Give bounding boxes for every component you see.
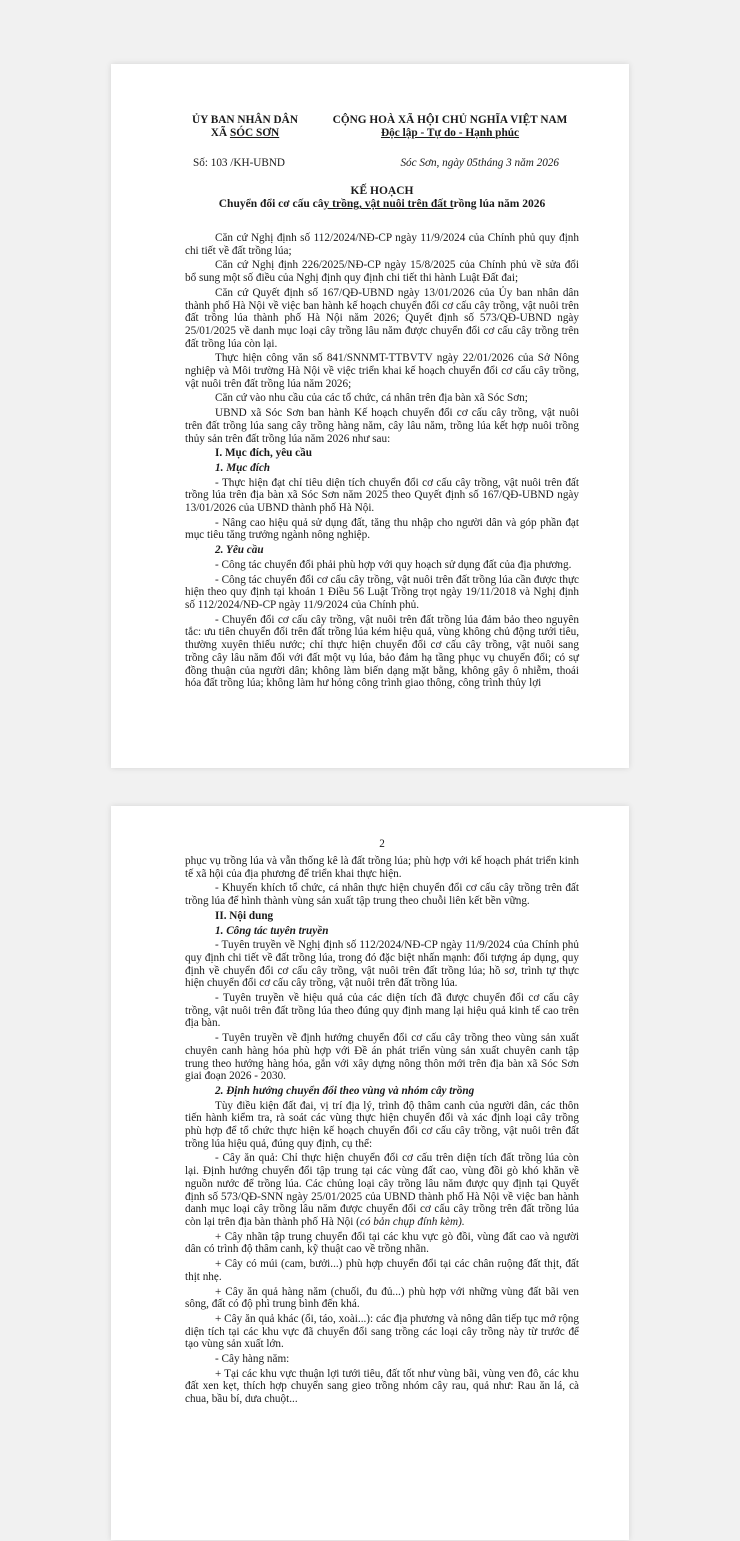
requirement-item: - Công tác chuyển đổi phải phù hợp với quy hoạch sử dụng đất của địa phương. <box>215 558 572 571</box>
purpose-item: - Nâng cao hiệu quả sử dụng đất, tăng thu nhập cho người dân và góp phần đạt mục tiêu tăng trưởng ngành nông nghiệp. <box>185 516 579 542</box>
document-title: KẾ HOẠCH <box>350 185 414 197</box>
propaganda-item: - Tuyên truyền về Nghị định số 112/2024/NĐ-CP ngày 11/9/2024 của Chính phủ quy định chi tiết về đất trồng lúa, trong đó đặc biệt nhấn mạnh: đối tượng áp dụng, quy định về chuyển đổi cơ cấu cây trồng, vật nuôi trên đất trồng lúa; hồ sơ, trình tự thực hiện chuyển đổi cơ cấu cây trồng, vật nuôi trên đất trồng lúa. <box>185 939 579 990</box>
orientation-intro: Tùy điều kiện đất đai, vị trí địa lý, trình độ thâm canh của người dân, các thôn tiến hành kiểm tra, rà soát các vùng thực hiện chuyển đổi và xác định loại cây trồng phù hợp để tổ chức thực hiện kế hoạch chuyển đổi cơ cấu cây trồng, vật nuôi trên đất trồng lúa hiệu quả, đúng quy định, cụ thể: <box>185 1099 579 1150</box>
crop-item: + Cây nhãn tập trung chuyển đổi tại các khu vực gò đồi, vùng đất cao và người dân có trình độ thâm canh, kỹ thuật cao về trồng nhãn. <box>185 1230 579 1256</box>
crop-item: + Cây có múi (cam, bưởi...) phù hợp chuyển đổi tại các chân ruộng đất thịt, đất thịt nhẹ. <box>185 1258 579 1283</box>
legal-basis-paragraph: Căn cứ Quyết định số 167/QĐ-UBND ngày 13/01/2026 của Ủy ban nhân dân thành phố Hà Nội về việc ban hành kế hoạch chuyển đổi cơ cấu cây trồng, vật nuôi trên đất trồng lúa thành phố Hà Nội năm 2026; Quyết định số 573/QĐ-UBND ngày 25/01/2025 về danh mục loại cây trồng lâu năm được chuyển đổi cơ cấu cây trồng trên đất trồng lúa còn lại. <box>185 286 579 350</box>
legal-basis-paragraph: Thực hiện công văn số 841/SNNMT-TTBVTV ngày 22/01/2026 của Sở Nông nghiệp và Môi trường Hà Nội về việc triển khai kế hoạch chuyển đổi cơ cấu cây trồng, vật nuôi trên đất trồng lúa năm 2026; <box>185 352 579 390</box>
subsection-heading: 2. Yêu cầu <box>215 544 264 557</box>
legal-basis-paragraph: Căn cứ vào nhu cầu của các tổ chức, cá nhân trên địa bàn xã Sóc Sơn; <box>215 392 528 405</box>
subsection-heading: 2. Định hướng chuyển đổi theo vùng và nhóm cây trồng <box>215 1084 475 1097</box>
section-heading: I. Mục đích, yêu cầu <box>215 447 312 460</box>
annual-crop-heading: - Cây hàng năm: <box>215 1353 290 1366</box>
national-motto <box>321 114 579 140</box>
requirement-item: - Chuyển đổi cơ cấu cây trồng, vật nuôi trên đất trồng lúa đảm bảo theo nguyên tắc: ưu tiên chuyển đổi trên đất trồng lúa kém hiệu quả, vùng không chủ động tưới tiêu, thường xuyên thiếu nước; chỉ thực hiện chuyển đổi cơ cấu cây trồng, vật nuôi sang trồng cây lâu năm đối với đất một vụ lúa, bảo đảm hạ tầng phục vụ chuyển đổi; có sự đồng thuận của người dân; không làm biến dạng mặt bằng, không gây ô nhiễm, thoái hóa đất trồng lúa; không làm hư hỏng công trình giao thông, công trình thủy lợi <box>185 613 579 690</box>
subsection-heading: 1. Công tác tuyên truyền <box>215 924 329 937</box>
authority-line-2-underlined: SÓC SƠN <box>229 127 280 139</box>
crop-item: + Cây ăn quả khác (ổi, táo, xoài...): các địa phương và nông dân tiếp tục mở rộng diện tích tại các khu vực đã chuyển đổi sang trồng các loại cây trồng này từ trước để tạo vùng sản xuất lớn. <box>185 1312 579 1351</box>
crop-item: + Cây ăn quả hàng năm (chuối, đu đủ...) phù hợp với những vùng đất bãi ven sông, đất có độ phì trung bình đến khá. <box>185 1285 579 1311</box>
requirement-item: - Khuyến khích tổ chức, cá nhân thực hiện chuyển đổi cơ cấu cây trồng trên đất trồng lúa để hình thành vùng sản xuất tập trung theo chuỗi liên kết bền vững. <box>185 882 579 908</box>
page-number: 2 <box>379 838 385 850</box>
propaganda-item: - Tuyên truyền về định hướng chuyển đổi cơ cấu cây trồng theo vùng sản xuất chuyên canh hàng hóa phù hợp với Đề án phát triển vùng sản xuất chuyên canh tập trung theo hướng hàng hóa, gắn với xây dựng nông thôn mới trên địa bàn xã Sóc Sơn giai đoạn 2026 - 2030. <box>185 1032 579 1083</box>
issuing-authority <box>185 114 305 140</box>
authority-line-2 <box>185 127 305 140</box>
document-header <box>185 114 579 140</box>
legal-basis-paragraph: Căn cứ Nghị định 226/2025/NĐ-CP ngày 15/8/2025 của Chính phủ về sửa đổi bổ sung một số điều của Nghị định quy định chi tiết thi hành Luật Đất đai; <box>185 259 579 285</box>
document-body-2 <box>185 855 579 1406</box>
subsection-heading: 1. Mục đích <box>215 461 271 474</box>
crop-item: + Tại các khu vực thuận lợi tưới tiêu, đất tốt như vùng bãi, vùng ven đô, các khu đất xen kẹt, thích hợp chuyển sang gieo trồng nhóm cây rau, quả như: Rau ăn lá, cà chua, bầu bí, dưa chuột... <box>185 1367 579 1406</box>
intro-paragraph: UBND xã Sóc Sơn ban hành Kế hoạch chuyển đổi cơ cấu cây trồng, vật nuôi trên đất trồng lúa sang cây trồng hàng năm, cây lâu năm, trồng lúa kết hợp nuôi trồng thủy sản trên đất trồng lúa năm 2026 như sau: <box>185 407 579 445</box>
document-page-1 <box>111 64 629 768</box>
subtitle-part-3: rồng lúa năm 2026 <box>453 198 546 210</box>
propaganda-item: - Tuyên truyền về hiệu quả của các diện tích đã được chuyển đổi cơ cấu cây trồng, vật nuôi trên đất trồng lúa theo đúng quy định mang lại hiệu quả kinh tế cao trên địa bàn. <box>185 992 579 1030</box>
document-subtitle <box>185 198 579 211</box>
document-number: Số: 103 /KH-UBND <box>193 157 285 169</box>
document-number-row <box>185 157 579 169</box>
document-body-1 <box>185 232 579 690</box>
purpose-item: - Thực hiện đạt chỉ tiêu diện tích chuyển đổi cơ cấu cây trồng, vật nuôi trên đất trồng lúa trên địa bàn xã Sóc Sơn năm 2025 theo Quyết định số 167/QĐ-UBND ngày 13/01/2026 của UBND thành phố Hà Nội. <box>185 476 579 515</box>
subtitle-part-underlined: y trồng, vật nuôi trên đất t <box>323 198 454 210</box>
document-page-2 <box>111 806 629 1540</box>
continued-paragraph: phục vụ trồng lúa và vẫn thống kê là đất trồng lúa; phù hợp với kế hoạch phát triển kinh tế xã hội của địa phương để triển khai thực hiện. <box>185 855 579 880</box>
authority-line-1: ỦY BAN NHÂN DÂN <box>192 114 298 126</box>
subtitle-part-1: Chuyển đổi cơ cấu câ <box>218 198 324 210</box>
fruit-tree-text: - Cây ăn quả: Chỉ thực hiện chuyển đổi cơ cấu trên diện tích đất trồng lúa còn lại. Định hướng chuyển đổi tập trung tại các vùng đất cao, vùng đồi gò khó khăn về nguồn nước để trồng lúa. Các chủng loại cây trồng lâu năm được quy định tại Quyết định số 573/QĐ-SNN ngày 25/01/2025 của UBND thành phố Hà Nội về việc ban hành danh mục loại cây trồng lâu năm được chuyển đổi cơ cấu cây trồng trên đất trồng lúa còn lại trên địa bàn thành phố Hà Nội ( <box>185 1152 579 1228</box>
authority-line-2-prefix: XÃ <box>210 127 230 139</box>
nation-motto <box>321 127 579 140</box>
legal-basis-paragraph: Căn cứ Nghị định số 112/2024/NĐ-CP ngày 11/9/2024 của Chính phủ quy định chi tiết về đất trồng lúa; <box>185 232 579 257</box>
document-date: Sóc Sơn, ngày 05tháng 3 năm 2026 <box>400 157 559 169</box>
fruit-tree-note: có bản chụp đính kèm). <box>359 1215 465 1228</box>
nation-motto-text: Độc lập - Tự do - Hạnh phúc <box>380 127 520 139</box>
nation-name: CỘNG HOÀ XÃ HỘI CHỦ NGHĨA VIỆT NAM <box>332 114 568 126</box>
section-heading: II. Nội dung <box>215 909 274 922</box>
fruit-tree-paragraph <box>185 1152 579 1228</box>
requirement-item: - Công tác chuyển đổi cơ cấu cây trồng, vật nuôi trên đất trồng lúa cần được thực hiện theo quy định tại khoản 1 Điều 56 Luật Trồng trọt ngày 19/11/2018 và Nghị định số 112/2024/NĐ-CP ngày 11/9/2024 của Chính phủ. <box>185 573 579 611</box>
